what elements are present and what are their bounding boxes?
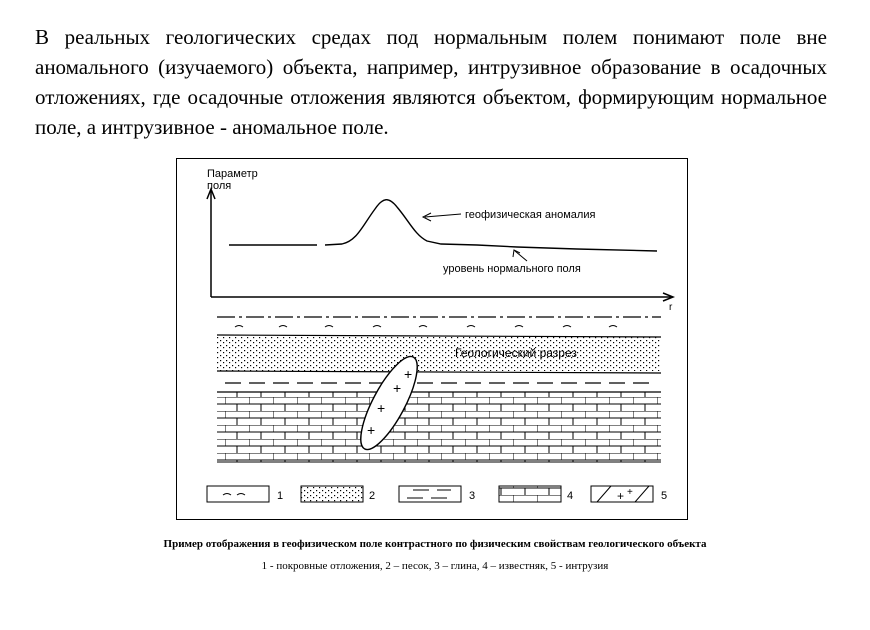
x-axis-label: r xyxy=(669,302,673,313)
legend-num-1: 1 xyxy=(277,490,284,502)
legend-item-3 xyxy=(399,486,475,502)
limestone-layer xyxy=(217,392,661,462)
svg-text:+: + xyxy=(393,380,402,396)
geophysical-figure xyxy=(176,158,688,520)
legend-num-5: 5 xyxy=(661,490,668,502)
y-axis-label-2: поля xyxy=(207,180,232,192)
svg-text:+: + xyxy=(377,400,386,416)
anomaly-curve xyxy=(229,200,657,251)
intro-paragraph: В реальных геологических средах под нормальным полем понимают поле вне аномального (изучаемого) объекта, например, интрузивное образование в осадочных отложениях, где осадочные отложения являются объектом, формирующим нормальное поле, а интрузивное - аномальное поле. xyxy=(35,25,827,139)
legend-item-4 xyxy=(499,486,573,502)
normal-level-label: уровень нормального поля xyxy=(443,263,581,275)
legend-item-2 xyxy=(301,486,375,502)
legend-num-2: 2 xyxy=(369,490,376,502)
y-axis-label-1: Параметр xyxy=(207,168,258,180)
figure-legend-text: 1 - покровные отложения, 2 – песок, 3 – глина, 4 – известняк, 5 - интрузия xyxy=(261,560,609,572)
anomaly-pointer xyxy=(423,213,461,221)
legend-num-3: 3 xyxy=(469,490,476,502)
figure-caption: Пример отображения в геофизическом поле контрастного по физическим свойствам геологического объекта xyxy=(163,538,707,550)
x-axis xyxy=(211,293,673,301)
svg-text:+: + xyxy=(404,366,413,382)
svg-text:+: + xyxy=(617,489,625,503)
legend-num-4: 4 xyxy=(567,490,574,502)
section-label: Геологический разрез xyxy=(455,346,577,360)
anomaly-label: геофизическая аномалия xyxy=(465,209,596,221)
normal-level-pointer xyxy=(513,250,527,261)
svg-text:+: + xyxy=(627,487,633,498)
legend-item-1 xyxy=(207,486,283,502)
cover-layer xyxy=(217,317,661,337)
sand-layer xyxy=(217,337,661,371)
y-axis xyxy=(207,189,215,297)
clay-layer xyxy=(217,383,661,392)
figure-drawing xyxy=(177,159,689,521)
svg-text:+: + xyxy=(367,422,376,438)
legend-item-5 xyxy=(591,486,667,503)
